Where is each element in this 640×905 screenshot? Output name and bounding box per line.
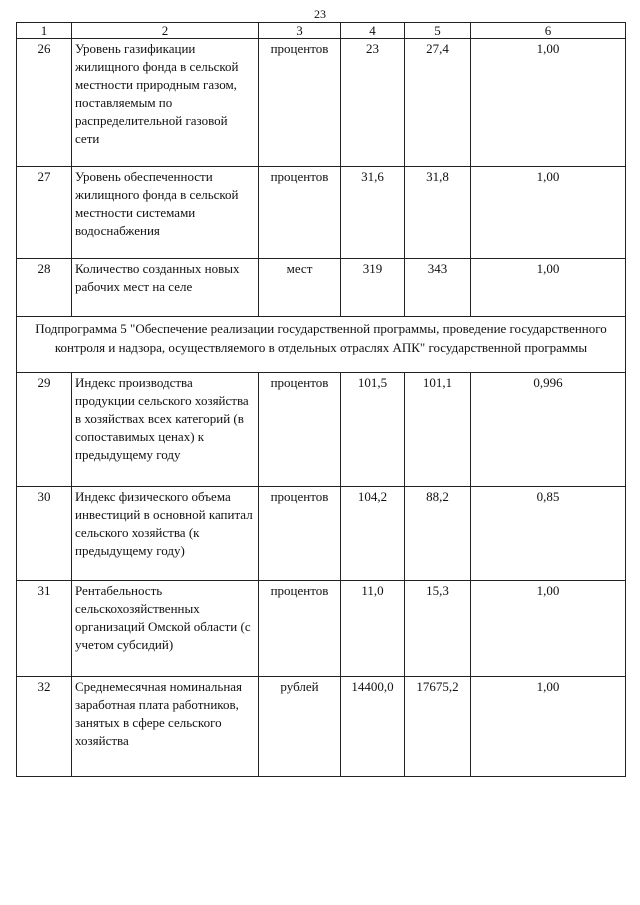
row-number: 30 <box>17 487 72 581</box>
table-row <box>17 677 626 777</box>
header-cell: 4 <box>341 23 405 39</box>
indicator-name: Уровень газификации жилищного фонда в сельской местности природным газом, поставляемым по распределительной газовой сети <box>72 39 259 167</box>
row-number: 29 <box>17 373 72 487</box>
unit-cell: рублей <box>259 677 341 777</box>
value-col4: 23 <box>341 39 405 167</box>
row-number: 32 <box>17 677 72 777</box>
value-col5: 17675,2 <box>405 677 471 777</box>
value-col6: 1,00 <box>471 167 626 259</box>
row-number: 27 <box>17 167 72 259</box>
value-col6: 1,00 <box>471 259 626 317</box>
value-col4: 14400,0 <box>341 677 405 777</box>
header-cell: 2 <box>72 23 259 39</box>
indicator-name: Среднемесячная номинальная заработная плата работников, занятых в сфере сельского хозяйства <box>72 677 259 777</box>
value-col6: 0,996 <box>471 373 626 487</box>
value-col6: 1,00 <box>471 39 626 167</box>
table-row <box>17 487 626 581</box>
table-row <box>17 581 626 677</box>
indicator-name: Рентабельность сельскохозяйственных организаций Омской области (с учетом субсидий) <box>72 581 259 677</box>
header-cell: 5 <box>405 23 471 39</box>
unit-cell: процентов <box>259 373 341 487</box>
value-col4: 104,2 <box>341 487 405 581</box>
unit-cell: мест <box>259 259 341 317</box>
value-col5: 31,8 <box>405 167 471 259</box>
value-col4: 31,6 <box>341 167 405 259</box>
header-cell: 3 <box>259 23 341 39</box>
table-row <box>17 259 626 317</box>
value-col5: 88,2 <box>405 487 471 581</box>
table-row <box>17 39 626 167</box>
unit-cell: процентов <box>259 39 341 167</box>
row-number: 31 <box>17 581 72 677</box>
value-col5: 15,3 <box>405 581 471 677</box>
indicator-name: Количество созданных новых рабочих мест на селе <box>72 259 259 317</box>
value-col5: 27,4 <box>405 39 471 167</box>
subprogram-heading: Подпрограмма 5 "Обеспечение реализации государственной программы, проведение государственного контроля и надзора, осуществляемого в отдельных отраслях АПК" государственной программы <box>17 317 626 373</box>
unit-cell: процентов <box>259 487 341 581</box>
table-row <box>17 167 626 259</box>
value-col6: 0,85 <box>471 487 626 581</box>
row-number: 28 <box>17 259 72 317</box>
value-col4: 319 <box>341 259 405 317</box>
unit-cell: процентов <box>259 581 341 677</box>
value-col4: 101,5 <box>341 373 405 487</box>
header-cell: 6 <box>471 23 626 39</box>
value-col6: 1,00 <box>471 581 626 677</box>
table-row <box>17 373 626 487</box>
unit-cell: процентов <box>259 167 341 259</box>
value-col4: 11,0 <box>341 581 405 677</box>
subprogram-row <box>17 317 626 373</box>
header-cell: 1 <box>17 23 72 39</box>
indicator-name: Индекс производства продукции сельского хозяйства в хозяйствах всех категорий (в сопоставимых ценах) к предыдущему году <box>72 373 259 487</box>
indicator-name: Индекс физического объема инвестиций в основной капитал сельского хозяйства (к предыдущему году) <box>72 487 259 581</box>
value-col5: 101,1 <box>405 373 471 487</box>
row-number: 26 <box>17 39 72 167</box>
page-number: 23 <box>314 7 326 21</box>
indicator-name: Уровень обеспеченности жилищного фонда в сельской местности системами водоснабжения <box>72 167 259 259</box>
value-col5: 343 <box>405 259 471 317</box>
value-col6: 1,00 <box>471 677 626 777</box>
indicators-table <box>16 22 626 777</box>
table-header-row <box>17 23 626 39</box>
